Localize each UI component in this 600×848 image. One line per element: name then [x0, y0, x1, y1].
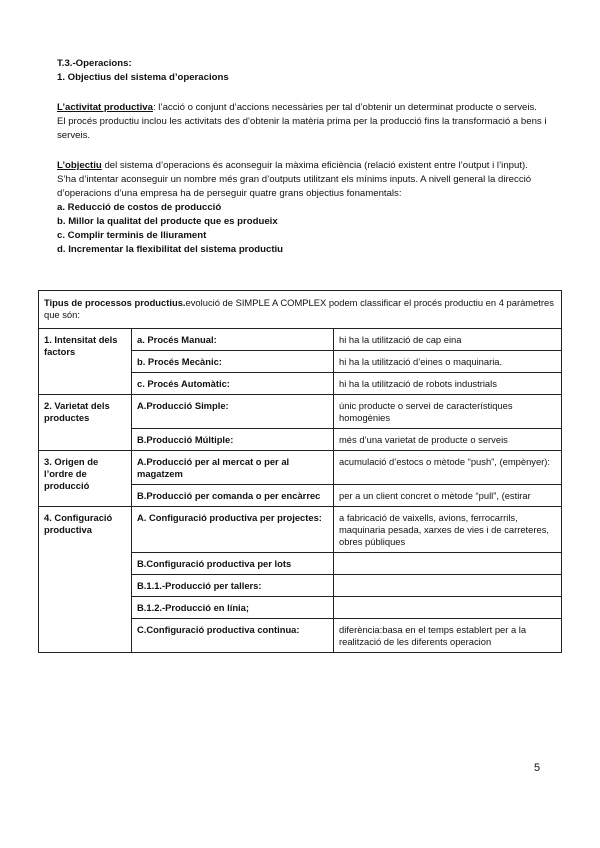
table-title-cell — [39, 291, 562, 329]
process-type: c. Procés Automàtic: — [132, 373, 334, 395]
process-desc — [334, 597, 562, 619]
goal-item: c. Complir terminis de lliurament — [57, 230, 207, 241]
table-row — [39, 451, 562, 485]
process-type: a. Procés Manual: — [132, 329, 334, 351]
objectiu-term: L’objectiu — [57, 160, 102, 171]
process-type: A.Producció Simple: — [132, 395, 334, 429]
table-title-rest: evolució de SIMPLE A COMPLEX podem classificar el procés productiu en 4 paràmetres que són: — [44, 297, 554, 320]
process-type: B.1.2.-Producció en línia; — [132, 597, 334, 619]
objectiu-text: del sistema d’operacions és aconseguir la màxima eficiència (relació existent entre l’output i l’input). S’ha d’intentar aconseguir un nombre més gran d’outputs utilitzant els mínims inputs. A nivell general la direcció d’operacions d’una empresa ha de perseguir quatre grans objectius fonamentals: — [57, 160, 532, 199]
table-row — [39, 329, 562, 351]
goal-item: d. Incrementar la flexibilitat del sistema productiu — [57, 244, 284, 255]
process-desc: més d’una varietat de producte o serveis — [334, 429, 562, 451]
process-desc: hi ha la utilització d’eines o maquinaria. — [334, 351, 562, 373]
process-type: b. Procés Mecànic: — [132, 351, 334, 373]
process-type: A. Configuració productiva per projectes: — [132, 507, 334, 553]
table-title-row — [39, 291, 562, 329]
group-label: 4. Configuració productiva — [39, 507, 132, 653]
process-desc: acumulació d’estocs o mètode “push”, (empènyer): — [334, 451, 562, 485]
group-label: 1. Intensitat dels factors — [39, 329, 132, 395]
process-type: B.Producció Múltiple: — [132, 429, 334, 451]
process-type: A.Producció per al mercat o per al magatzem — [132, 451, 334, 485]
group-label: 3. Origen de l’ordre de producció — [39, 451, 132, 507]
activitat-paragraph — [57, 101, 547, 143]
goal-item: a. Reducció de costos de producció — [57, 202, 222, 213]
process-type: B.Producció per comanda o per encàrrec — [132, 485, 334, 507]
activitat-term: L’activitat productiva — [57, 102, 153, 113]
table-row — [39, 507, 562, 553]
process-desc: hi ha la utilització de cap eina — [334, 329, 562, 351]
process-desc: únic producte o servei de característiques homogènies — [334, 395, 562, 429]
process-desc: hi ha la utilització de robots industrials — [334, 373, 562, 395]
process-desc — [334, 553, 562, 575]
process-type: B.Configuració productiva per lots — [132, 553, 334, 575]
process-desc: per a un client concret o mètode “pull”, (estirar — [334, 485, 562, 507]
heading — [57, 57, 547, 85]
table-row — [39, 395, 562, 429]
process-type: B.1.1.-Producció per tallers: — [132, 575, 334, 597]
process-type: C.Configuració productiva continua: — [132, 619, 334, 653]
goal-item: b. Millor la qualitat del producte que es produeix — [57, 216, 278, 227]
process-desc: a fabricació de vaixells, avions, ferrocarrils, maquinaria pesada, xarxes de vies i de carreteres, obres públiques — [334, 507, 562, 553]
process-desc: diferència:basa en el temps establert per a la realització de les diferents operacion — [334, 619, 562, 653]
page-number: 5 — [534, 762, 541, 774]
process-types-table — [38, 290, 562, 653]
process-desc — [334, 575, 562, 597]
objectiu-paragraph — [57, 159, 547, 257]
activitat-text: : l’acció o conjunt d’accions necessàries per tal d’obtenir un determinat producte o serveis. El procés productiu inclou les activitats des d’obtenir la matèria prima per la producció fins la transformació a bens i serveis. — [57, 102, 547, 141]
subsection-title: 1. Objectius del sistema d’operacions — [57, 72, 229, 83]
section-title: T.3.-Operacions: — [57, 58, 132, 69]
group-label: 2. Varietat dels productes — [39, 395, 132, 451]
table-title-bold: Tipus de processos productius. — [44, 297, 186, 308]
